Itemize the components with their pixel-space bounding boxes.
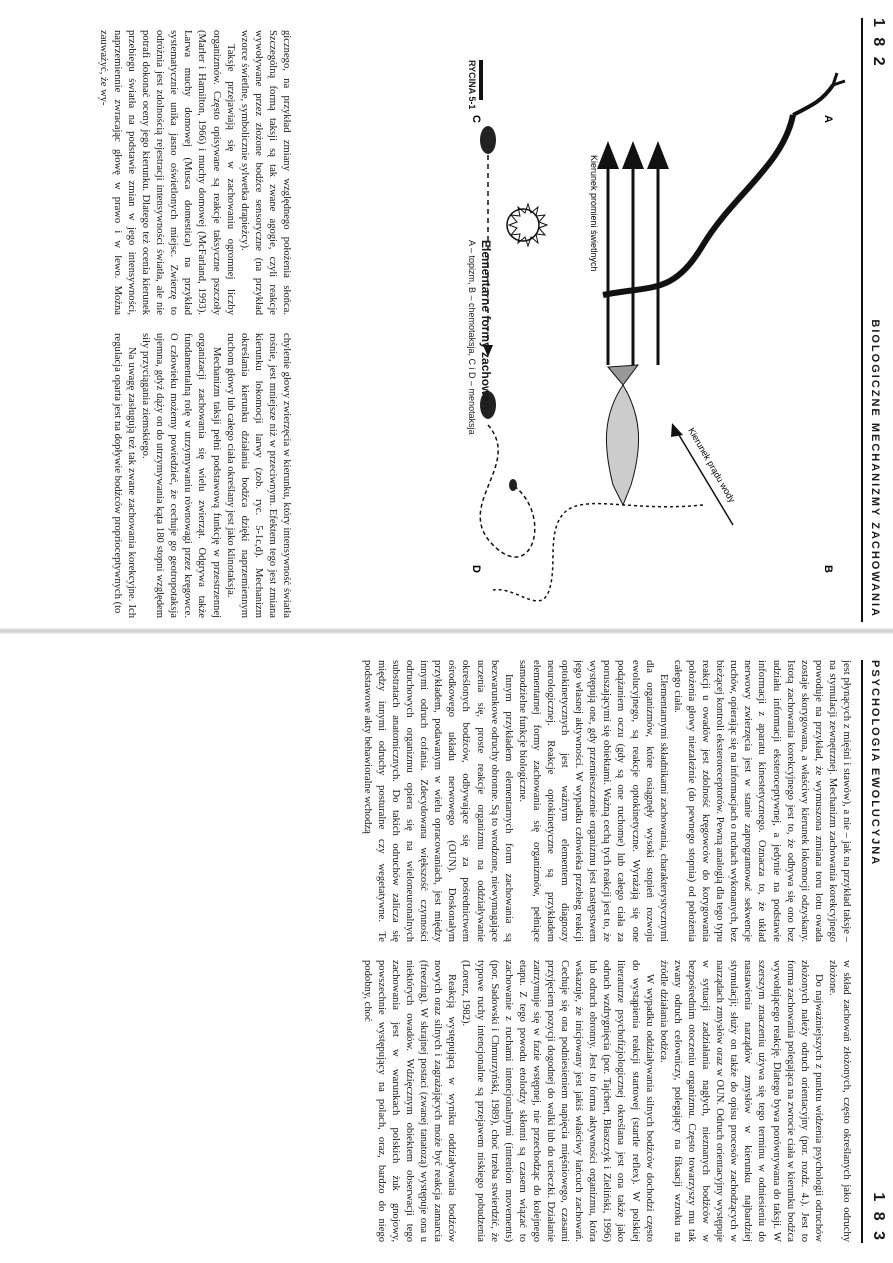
running-header: BIOLOGICZNE MECHANIZMY ZACHOWANIA (869, 319, 881, 618)
panel-label-c: C (470, 115, 482, 123)
paragraph: Mechanizm taksji pełni podstawową funkcję w przestrzennej organizacji zachowania się wielu zwierząt. Odgrywa także fundamentalną rolę w utrzymywaniu równowagi przez kręgowce. O człowieku możemy powiedzieć, że cechuje go geotropotaksja ujemna, gdyż dąży on do utrzymywania kąta 180 stopni względem siły przyciągania ziemskiego. (140, 333, 222, 618)
figure-illustration (453, 45, 853, 605)
right-page (0, 632, 893, 1263)
page-number: 1 8 2 (870, 18, 887, 69)
paragraph: W wypadku oddziaływania silnych bodźców dochodzi często do wystąpienia reakcji startowej (startle reflex). W polskiej literaturze psychofizjologicznej określana jest ona także jako odruch wzdrygnięcia (por. Tajchert, Błaszczyk i Zieliński, 1996) lub odruch obronny. Jest to forma aktywności organizmu, która wskazuje, że inicjowany jest jakiś właściwy łańcuch zachowań. Cechuje się ona podniesieniem napięcia mięśniowego, czasami przyjęciem pozycji dogodnej do walki lub do ucieczki. Działanie zatrzymuje się w fazie wstępnej, nie przechodząc do kolejnego etapu. Z tego powodu etolodzy skłonni są czasem wiązać to zachowanie z ruchami intencjonalnymi (intention movements) (por. Sadowski i Chmurzyński, 1989), choć trzeba stwierdzić, że typowe ruchy intencjonalne są przejawem niskiego pobudzenia (Lorenz, 1982). (460, 960, 655, 1242)
right-column-2 (10, 960, 853, 1242)
panel-label-a: A (822, 115, 834, 123)
panel-a (589, 73, 845, 365)
panel-b (493, 365, 834, 601)
paragraph: w skład zachowań złożonych, często określanych jako odruchy złożone. (826, 960, 852, 1242)
paragraph: Reakcją występującą w wyniku oddziaływania bodźców nowych oraz silnych i zagrażających może być reakcja zamarcia (freezing). W skrajnej postaci (zwanej tanatozą) występuje ona u niektórych owadów. Wdzięcznym obiektem obserwacji tego zachowania jest w warunkach polskich żuk gnojowy, powszechnie występujący na polach, oraz, bardzo do niego podobny, choć (361, 960, 458, 1242)
paragraph: gicznego, na przykład zmiany względnego położenia słońca. Szczególną formą taksji są tak zwane agogie, czyli reakcje wywoływane przez złożone bodźce sensoryczne (na przykład wzorce świetlne, symbolicznie sylwetka drapieżcy). (238, 30, 292, 315)
paragraph: Taksje przejawiają się w zachowaniu ogromnej liczby organizmów. Często opisywane są reakcje taksyczne pszczoły (Marler i Hamilton, 1966) i muchy domowej (McFarland, 1993). Larwa muchy domowej (Musca domestica) na przykład systematycznie unika jasno oświetlonych miejsc. Zwierzę to odróżnia jest zdolnością rejestracji intensywności światła, ale nie potrafi dokonać oceny jego kierunku. Dlatego też ocenia kierunek przebiegu światła na podstawie zmian w jego intensywności, naprzemiennie zwracając głowę w prawo i w lewo. Można zauważyć, że wy- (97, 30, 236, 315)
figure-label: RYCINA 5-1 (467, 60, 477, 110)
light-direction-label: Kierunek promieni świetlnych (589, 155, 599, 272)
figure-label-bar (479, 60, 483, 100)
right-column-1 (10, 660, 853, 942)
running-header: PSYCHOLOGIA EWOLUCYJNA (869, 660, 881, 867)
paragraph: Elementarnymi składnikami zachowania, charakterystycznymi dla organizmów, które osiągnęły wysoki stopień rozwoju ewolucyjnego, są reakcje optokinetyczne. Wyrażają się one podążaniem oczu (gdy są one ruchome) lub całego ciała za poruszającymi się obiektami. Ważną cechą tych reakcji jest to, że występują one, gdy przemieszczenie organizmu jest następstwem jego własnej aktywności. W wypadku człowieka przebieg reakcji optokinetycznych jest ważnym elementem diagnozy neurologicznej. Reakcje optokinetyczne są przykładem elementarnej formy zachowania się organizmów, pełniące samodzielne funkcje biologiczne. (516, 660, 669, 942)
right-columns (8, 660, 853, 1243)
panel-label-b: B (822, 565, 834, 573)
left-column-2 (5, 333, 293, 618)
current-direction-label: Kierunek prądu wody (686, 426, 738, 505)
panel-d (470, 391, 535, 573)
figure-caption: A – topizm, B – chemotaksja, C i D – menotaksja (467, 240, 477, 435)
paragraph: chylenie głowy zwierzęcia w kierunku, który intensywność światła rośnie, jest mniejsze niż w przeciwnym. Efektem tego jest zmiana kierunku lokomocji larwy (zob. ryc. 5-1c,d). Mechanizm określania kierunku działania bodźca dzięki naprzemiennym ruchom głowy lub całego ciała określany jest jako klinotaksja. (224, 333, 292, 618)
paragraph: Na uwagę zasługują też tak zwane zachowania korekcyjne. Ich regulacja oparta jest na dopływie bodźców proprioceptywnych (to (111, 333, 137, 618)
figure-title: Elementarne formy zachowań (479, 240, 493, 410)
light-arrows (597, 141, 669, 365)
left-column-1 (5, 30, 293, 315)
panel-label-d: D (470, 565, 482, 573)
page-number: 1 8 3 (870, 1192, 887, 1243)
paragraph: Innym przykładem elementarnych form zachowania są bezwarunkowe odruchy obronne. Są to wrodzone, niewymagające uczenia się, proste reakcje organizmu na oddziaływanie określonych bodźców, odbywające się za pośrednictwem ośrodkowego układu nerwowego (OUN). Doskonałym przykładem, podawanym w wielu opracowaniach, jest między innymi odruch cofania. Zdecydowana większość czynności odruchowych organizmu opiera się na wieloneuronalnych substratach anatomicznych. Do takich odruchów zalicza się między innymi odruchy posturalne czy wegetatywne. Te podstawowe akty behawioralne wchodzą (361, 660, 514, 942)
paragraph: jest płynących z mięśni i stawów), a nie – jak na przykład taksje – na stymulacji zewnętrznej. Mechanizm zachowania korekcyjnego powoduje na przykład, że wymuszona zmiana toru lotu owada zostaje skorygowana, a właściwy kierunek lokomocji odzyskany. Istotą zachowania korekcyjnego jest to, że odbywa się ono bez udziału informacji eksteroceptywnej, a jedynie na podstawie informacji z aparatu kinestetycznego. Oznacza to, że układ nerwowy zwierzęcia jest w stanie zaprogramować sekwencje ruchów, opierając się na informacjach o ruchach wykonanych, bez bieżącej kontroli eksteroreceptorów. Pewną analogią dla tego typu reakcji u owadów jest zdolność kręgowców do korygowania położenia głowy niezależnie (do pewnego stopnia) od położenia całego ciała. (671, 660, 852, 942)
header-rule (861, 18, 863, 622)
header-rule (861, 660, 863, 1243)
paragraph: Do najważniejszych z punktu widzenia psychologii odruchów złożonych należy odruch orientacyjny (por. rozdz. 4.). Jest to forma zachowania polegająca na zwrocie ciała w kierunku bodźca wywołującego reakcję. Dlatego bywa porównywana do taksji. W szerszym znaczeniu używa się tego terminu w odniesieniu do nastawienia narządów zmysłów w kierunku najbardziej stymulacji; służy on także do opisu procesów zachodzących w narządach zmysłów oraz w OUN. Odruch orientacyjny występuje w sytuacji zadziałania nagłych, nieznanych bodźców w bezpośrednim otoczeniu organizmu. Często towarzyszy mu tak zwany odruch celowniczy, polegający na fiksacji wzroku na źródle działania bodźca. (657, 960, 824, 1242)
left-columns (3, 30, 293, 618)
